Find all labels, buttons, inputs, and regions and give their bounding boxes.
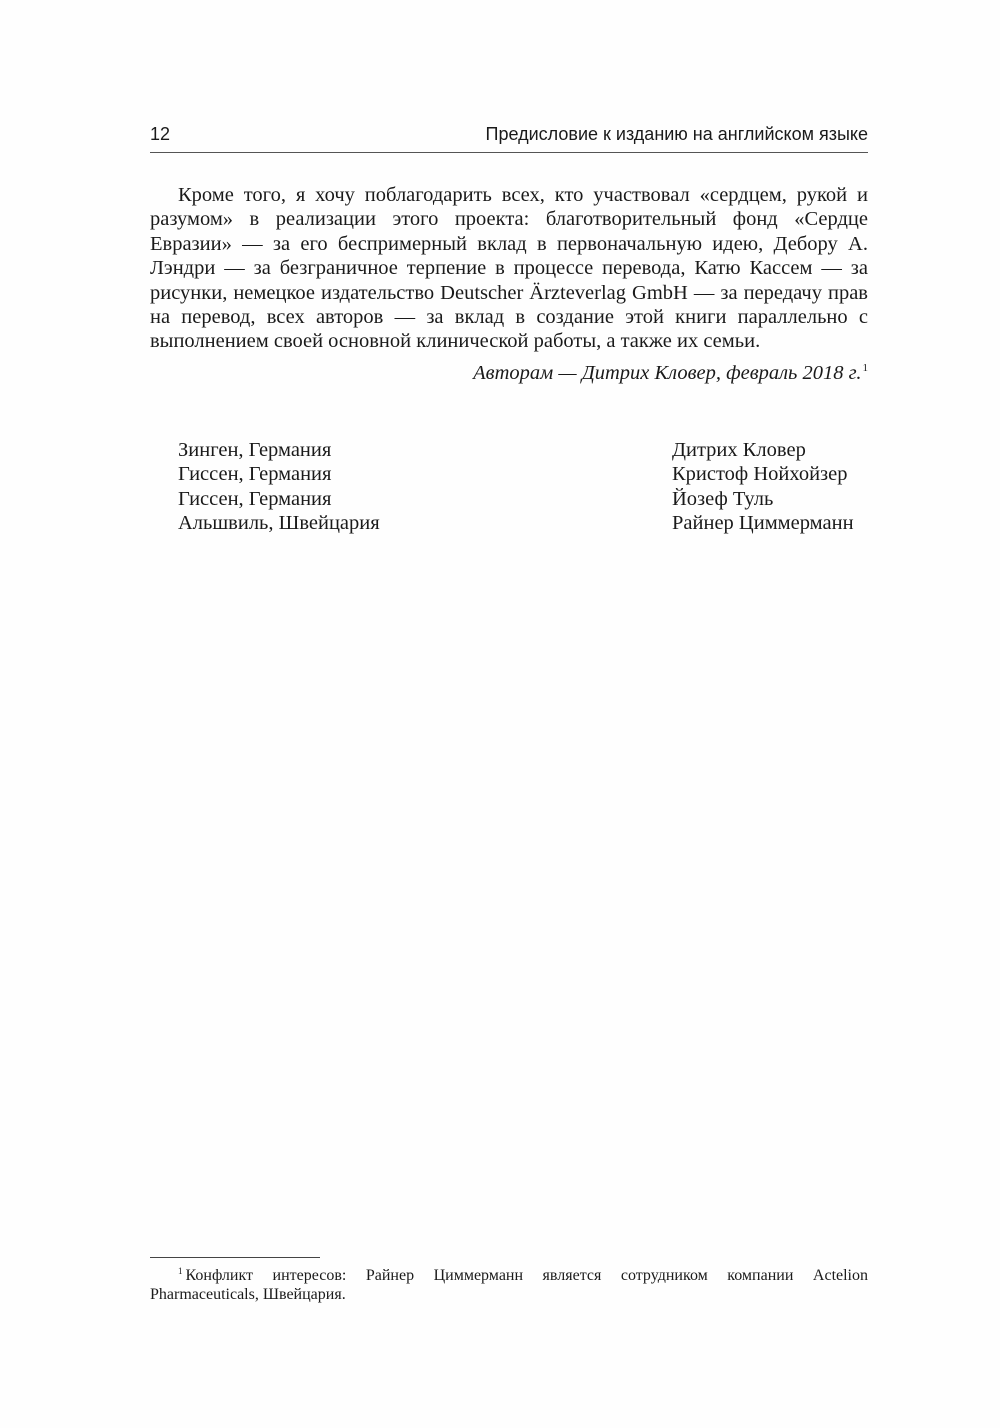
signature-line	[150, 362, 868, 385]
footnote-reference[interactable]: 1	[862, 362, 868, 374]
place-item: Гиссен, Германия	[178, 487, 332, 510]
place-item: Зинген, Германия	[178, 439, 332, 461]
author-name: Дитрих Кловер	[672, 439, 806, 461]
place-item: Альшвиль, Швейцария	[178, 512, 380, 535]
places-column	[178, 438, 380, 536]
acknowledgement-paragraph: Кроме того, я хочу поблагодарить всех, кто участвовал «сердцем, рукой и разумом» в реализации этого проекта: благотворительный фонд «Сердце Евразии» — за его беспримерный вклад в первоначальную идею, Дебору А. Лэндри — за безграничное терпение в процессе перевода, Катю Кассем — за рисунки, немецкое издательство Deutscher Ärzteverlag GmbH — за передачу прав на перевод, всех авторов — за вклад в создание этой книги параллельно с выполнением своей основной клинической работы, а также их семьи.	[150, 184, 868, 353]
footnote-mark: 1	[178, 1266, 183, 1276]
author-name: Райнер Циммерманн	[672, 512, 854, 535]
page-header	[150, 120, 868, 153]
author-name: Кристоф Нойхойзер	[672, 463, 848, 486]
footnote-text: Конфликт интересов: Райнер Циммерманн является сотрудником компании Actelion Pharmaceuticals, Швейцария.	[150, 1267, 868, 1303]
names-column	[672, 438, 854, 536]
footnote	[150, 1262, 868, 1304]
footnote-divider	[150, 1257, 320, 1258]
place-item: Гиссен, Германия	[178, 463, 332, 486]
page-number: 12	[150, 124, 171, 144]
signature-text: Авторам — Дитрих Кловер, февраль 2018 г.	[473, 362, 862, 384]
running-title: Предисловие к изданию на английском языке	[485, 124, 868, 144]
author-name: Йозеф Туль	[672, 487, 774, 510]
